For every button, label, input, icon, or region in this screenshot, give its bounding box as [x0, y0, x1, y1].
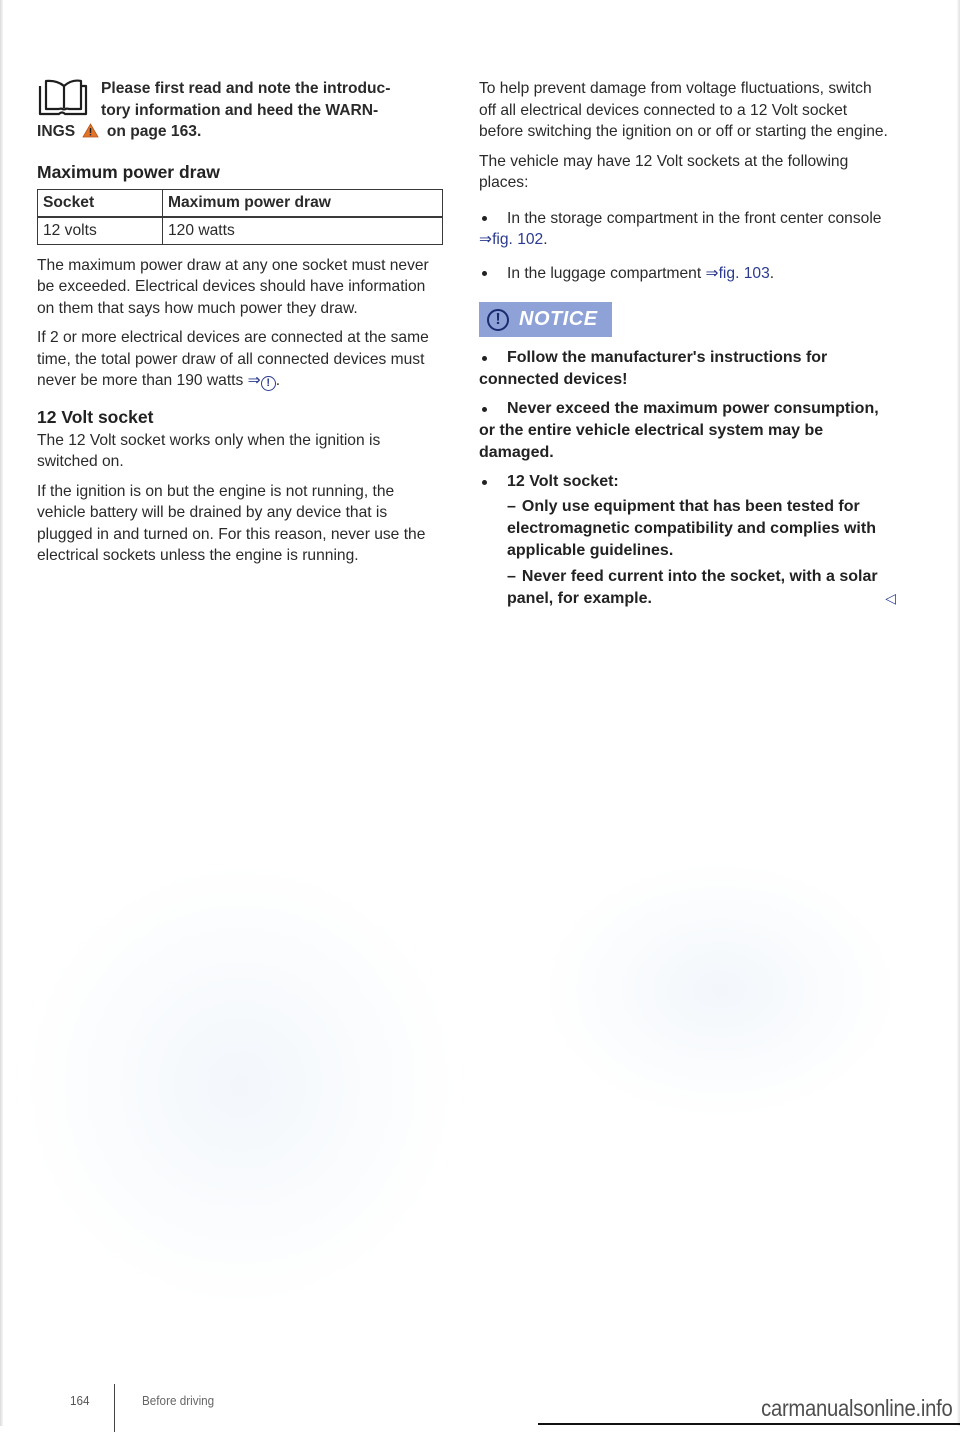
list-item — [479, 208, 891, 251]
place-text: In the storage compartment in the front center console — [507, 209, 882, 227]
notice-sub-item — [479, 496, 891, 562]
watermark: carmanualsonline.info — [760, 1395, 952, 1421]
heading-max-power-draw: Maximum power draw — [37, 161, 220, 182]
paragraph-socket-ignition: The 12 Volt socket works only when the ignition is switched on. — [37, 431, 381, 470]
notice-item: Follow the manufacturer's instructions for connected devices! — [479, 347, 891, 391]
intro-line-2: tory information and heed the WARN- — [101, 101, 379, 119]
dash: – — [507, 568, 516, 585]
notice-sub-item — [479, 566, 896, 610]
place-text: In the luggage compartment — [507, 264, 702, 282]
intro-line-1: Please first read and note the introduc- — [101, 80, 391, 97]
period: . — [769, 264, 775, 282]
end-of-section-icon: ◁ — [885, 590, 896, 606]
page-number: 164 — [70, 1393, 90, 1408]
bleed-through-ghost — [540, 860, 900, 1120]
notice-item: Never exceed the maximum power consumption, or the entire vehicle electrical system may be damaged. — [479, 398, 891, 464]
table-header-row — [38, 189, 443, 217]
period: . — [543, 231, 548, 248]
fig-103-link[interactable]: ⇒fig. 103 — [705, 264, 770, 282]
notice-header — [479, 302, 612, 337]
paragraph-max-power: The maximum power draw at any one socket must never be exceeded. Electrical devices should have information on them that says how much power they draw. — [37, 256, 429, 317]
total-power-text: If 2 or more electrical devices are connected at the same time, the total power draw of all connected devices must never be more than 190 watts — [37, 329, 429, 389]
warning-triangle-icon — [82, 123, 99, 138]
notice-circle-icon: ! — [261, 376, 276, 391]
intro-note — [37, 78, 445, 143]
page-edge-left — [0, 0, 3, 1426]
intro-line-3 — [37, 121, 445, 143]
watermark-underline — [538, 1423, 960, 1425]
paragraph-total-power — [37, 327, 445, 392]
table-header-socket: Socket — [38, 189, 163, 217]
right-column — [479, 78, 896, 614]
intro-line-3-suffix: on page 163. — [106, 123, 202, 140]
list-item — [479, 263, 891, 285]
notice-items — [479, 347, 896, 610]
notice-label: NOTICE — [519, 307, 598, 330]
table-cell-socket: 12 volts — [38, 217, 163, 245]
fig-102-link[interactable]: ⇒fig. 102 — [479, 231, 544, 248]
table-row — [38, 217, 443, 245]
socket-places-list — [479, 208, 891, 285]
notice-item-socket: 12 Volt socket: — [479, 471, 891, 493]
left-column — [37, 78, 445, 575]
intro-line-3-prefix: INGS — [37, 123, 76, 140]
paragraph-socket-places: The vehicle may have 12 Volt sockets at the following places: — [479, 152, 849, 191]
dash: – — [507, 498, 516, 515]
paragraph-battery-drain: If the ignition is on but the engine is not running, the vehicle battery will be drained by any device that is plugged in and turned on. For this reason, never use the electrical sockets unless the engine is running. — [37, 482, 426, 564]
footer-divider — [114, 1384, 115, 1432]
book-icon — [37, 78, 89, 118]
table-header-max-power: Maximum power draw — [163, 189, 443, 217]
bleed-through-ghost — [20, 860, 460, 1310]
heading-12-volt-socket: 12 Volt socket — [37, 406, 154, 427]
notice-circle-icon: ! — [487, 309, 509, 331]
period: . — [275, 372, 281, 389]
notice-reference-link[interactable] — [248, 372, 276, 389]
section-title: Before driving — [142, 1393, 215, 1408]
arrow-icon: ⇒ — [247, 372, 261, 389]
paragraph-voltage-fluctuations: To help prevent damage from voltage fluctuations, switch off all electrical devices connected to a 12 Volt socket before switching the ignition on or off or starting the engine. — [479, 80, 888, 140]
table-cell-power: 120 watts — [163, 217, 443, 245]
notice-sub-item-text: Only use equipment that has been tested for electromagnetic compatibility and complies with applicable guidelines. — [507, 498, 876, 559]
notice-sub-item-text: Never feed current into the socket, with a solar panel, for example. — [507, 568, 878, 607]
power-draw-table — [37, 189, 443, 245]
